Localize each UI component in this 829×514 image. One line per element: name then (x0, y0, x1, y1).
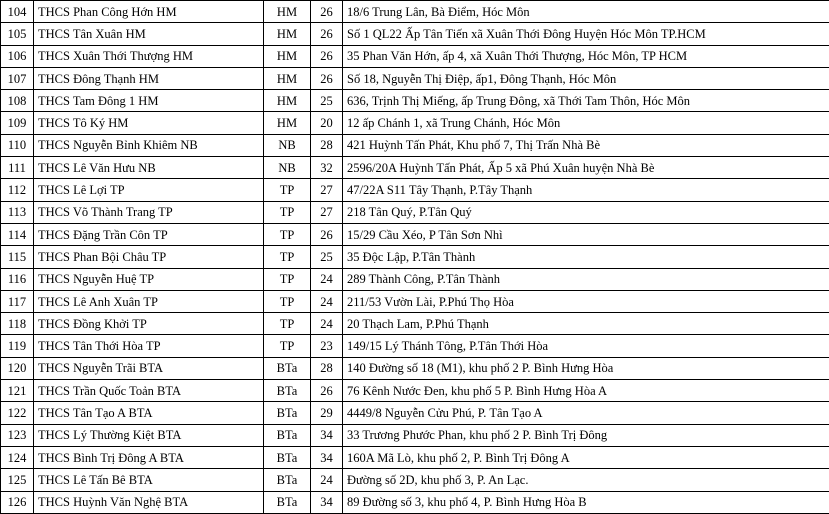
class-count-cell: 27 (311, 201, 343, 223)
class-count-cell: 32 (311, 157, 343, 179)
school-name-cell: THCS Lê Lợi TP (34, 179, 264, 201)
class-count-cell: 26 (311, 223, 343, 245)
address-cell: 12 ấp Chánh 1, xã Trung Chánh, Hóc Môn (343, 112, 829, 134)
district-code-cell: TP (264, 313, 311, 335)
district-code-cell: TP (264, 179, 311, 201)
school-name-cell: THCS Phan Công Hớn HM (34, 1, 264, 23)
class-count-cell: 20 (311, 112, 343, 134)
address-cell: 140 Đường số 18 (M1), khu phố 2 P. Bình Hưng Hòa (343, 357, 829, 379)
row-number-cell: 122 (1, 402, 34, 424)
class-count-cell: 23 (311, 335, 343, 357)
row-number-cell: 121 (1, 380, 34, 402)
table-row (1, 290, 829, 312)
row-number-cell: 104 (1, 1, 34, 23)
table-row (1, 402, 829, 424)
school-name-cell: THCS Đông Thạnh HM (34, 67, 264, 89)
row-number-cell: 126 (1, 491, 34, 513)
table-row (1, 491, 829, 513)
class-count-cell: 25 (311, 90, 343, 112)
class-count-cell: 24 (311, 469, 343, 491)
row-number-cell: 105 (1, 23, 34, 45)
table-row (1, 157, 829, 179)
address-cell: Số 18, Nguyễn Thị Điệp, ấp1, Đông Thạnh, Hóc Môn (343, 67, 829, 89)
district-code-cell: BTa (264, 446, 311, 468)
table-row (1, 357, 829, 379)
school-name-cell: THCS Tân Tạo A BTA (34, 402, 264, 424)
district-code-cell: TP (264, 223, 311, 245)
school-name-cell: THCS Lê Anh Xuân TP (34, 290, 264, 312)
row-number-cell: 125 (1, 469, 34, 491)
row-number-cell: 118 (1, 313, 34, 335)
row-number-cell: 106 (1, 45, 34, 67)
school-name-cell: THCS Xuân Thới Thượng HM (34, 45, 264, 67)
address-cell: 218 Tân Quý, P.Tân Quý (343, 201, 829, 223)
class-count-cell: 25 (311, 246, 343, 268)
table-row (1, 469, 829, 491)
district-code-cell: HM (264, 67, 311, 89)
table-row (1, 134, 829, 156)
school-name-cell: THCS Đồng Khởi TP (34, 313, 264, 335)
school-table-body (1, 1, 829, 514)
school-name-cell: THCS Đặng Trần Côn TP (34, 223, 264, 245)
table-row (1, 90, 829, 112)
class-count-cell: 26 (311, 23, 343, 45)
district-code-cell: BTa (264, 469, 311, 491)
address-cell: 636, Trịnh Thị Miếng, ấp Trung Đông, xã Thới Tam Thôn, Hóc Môn (343, 90, 829, 112)
district-code-cell: BTa (264, 380, 311, 402)
table-row (1, 23, 829, 45)
district-code-cell: BTa (264, 357, 311, 379)
address-cell: Đường số 2D, khu phố 3, P. An Lạc. (343, 469, 829, 491)
row-number-cell: 117 (1, 290, 34, 312)
district-code-cell: HM (264, 23, 311, 45)
address-cell: 2596/20A Huỳnh Tấn Phát, Ấp 5 xã Phú Xuân huyện Nhà Bè (343, 157, 829, 179)
address-cell: 33 Trương Phước Phan, khu phố 2 P. Bình Trị Đông (343, 424, 829, 446)
class-count-cell: 24 (311, 268, 343, 290)
class-count-cell: 27 (311, 179, 343, 201)
address-cell: 211/53 Vườn Lài, P.Phú Thọ Hòa (343, 290, 829, 312)
school-name-cell: THCS Lê Văn Hưu NB (34, 157, 264, 179)
class-count-cell: 34 (311, 491, 343, 513)
class-count-cell: 28 (311, 357, 343, 379)
class-count-cell: 29 (311, 402, 343, 424)
row-number-cell: 119 (1, 335, 34, 357)
row-number-cell: 111 (1, 157, 34, 179)
school-name-cell: THCS Võ Thành Trang TP (34, 201, 264, 223)
school-name-cell: THCS Huỳnh Văn Nghệ BTA (34, 491, 264, 513)
district-code-cell: BTa (264, 424, 311, 446)
address-cell: 421 Huỳnh Tấn Phát, Khu phố 7, Thị Trấn Nhà Bè (343, 134, 829, 156)
address-cell: 35 Độc Lập, P.Tân Thành (343, 246, 829, 268)
school-name-cell: THCS Tân Xuân HM (34, 23, 264, 45)
school-name-cell: THCS Bình Trị Đông A BTA (34, 446, 264, 468)
district-code-cell: HM (264, 90, 311, 112)
district-code-cell: HM (264, 45, 311, 67)
class-count-cell: 24 (311, 290, 343, 312)
address-cell: 47/22A S11 Tây Thạnh, P.Tây Thạnh (343, 179, 829, 201)
school-name-cell: THCS Tân Thới Hòa TP (34, 335, 264, 357)
school-name-cell: THCS Nguyễn Bỉnh Khiêm NB (34, 134, 264, 156)
district-code-cell: TP (264, 290, 311, 312)
row-number-cell: 108 (1, 90, 34, 112)
address-cell: 76 Kênh Nước Đen, khu phố 5 P. Bình Hưng Hòa A (343, 380, 829, 402)
class-count-cell: 26 (311, 67, 343, 89)
address-cell: 20 Thạch Lam, P.Phú Thạnh (343, 313, 829, 335)
district-code-cell: HM (264, 1, 311, 23)
class-count-cell: 28 (311, 134, 343, 156)
district-code-cell: TP (264, 201, 311, 223)
table-row (1, 179, 829, 201)
table-row (1, 268, 829, 290)
school-name-cell: THCS Nguyễn Trãi BTA (34, 357, 264, 379)
table-row (1, 45, 829, 67)
address-cell: 160A Mã Lò, khu phố 2, P. Bình Trị Đông A (343, 446, 829, 468)
district-code-cell: TP (264, 268, 311, 290)
row-number-cell: 116 (1, 268, 34, 290)
address-cell: 18/6 Trung Lân, Bà Điểm, Hóc Môn (343, 1, 829, 23)
table-row (1, 67, 829, 89)
district-code-cell: TP (264, 246, 311, 268)
class-count-cell: 26 (311, 380, 343, 402)
row-number-cell: 115 (1, 246, 34, 268)
district-code-cell: NB (264, 134, 311, 156)
class-count-cell: 34 (311, 424, 343, 446)
address-cell: 35 Phan Văn Hớn, ấp 4, xã Xuân Thới Thượng, Hóc Môn, TP HCM (343, 45, 829, 67)
table-row (1, 1, 829, 23)
row-number-cell: 120 (1, 357, 34, 379)
table-row (1, 424, 829, 446)
table-row (1, 246, 829, 268)
school-name-cell: THCS Tô Ký HM (34, 112, 264, 134)
address-cell: 149/15 Lý Thánh Tông, P.Tân Thới Hòa (343, 335, 829, 357)
row-number-cell: 114 (1, 223, 34, 245)
school-name-cell: THCS Phan Bội Châu TP (34, 246, 264, 268)
table-row (1, 380, 829, 402)
school-name-cell: THCS Trần Quốc Toản BTA (34, 380, 264, 402)
school-name-cell: THCS Tam Đông 1 HM (34, 90, 264, 112)
row-number-cell: 113 (1, 201, 34, 223)
address-cell: 4449/8 Nguyễn Cửu Phú, P. Tân Tạo A (343, 402, 829, 424)
row-number-cell: 110 (1, 134, 34, 156)
address-cell: Số 1 QL22 Ấp Tân Tiến xã Xuân Thới Đông Huyện Hóc Môn TP.HCM (343, 23, 829, 45)
district-code-cell: TP (264, 335, 311, 357)
table-row (1, 313, 829, 335)
row-number-cell: 107 (1, 67, 34, 89)
school-name-cell: THCS Lý Thường Kiệt BTA (34, 424, 264, 446)
row-number-cell: 109 (1, 112, 34, 134)
address-cell: 15/29 Cầu Xéo, P Tân Sơn Nhì (343, 223, 829, 245)
district-code-cell: BTa (264, 491, 311, 513)
class-count-cell: 24 (311, 313, 343, 335)
class-count-cell: 34 (311, 446, 343, 468)
table-row (1, 335, 829, 357)
row-number-cell: 124 (1, 446, 34, 468)
table-row (1, 201, 829, 223)
class-count-cell: 26 (311, 45, 343, 67)
school-name-cell: THCS Lê Tấn Bê BTA (34, 469, 264, 491)
table-row (1, 112, 829, 134)
row-number-cell: 123 (1, 424, 34, 446)
district-code-cell: NB (264, 157, 311, 179)
row-number-cell: 112 (1, 179, 34, 201)
address-cell: 89 Đường số 3, khu phố 4, P. Bình Hưng Hòa B (343, 491, 829, 513)
school-name-cell: THCS Nguyễn Huệ TP (34, 268, 264, 290)
table-row (1, 223, 829, 245)
district-code-cell: BTa (264, 402, 311, 424)
table-row (1, 446, 829, 468)
district-code-cell: HM (264, 112, 311, 134)
address-cell: 289 Thành Công, P.Tân Thành (343, 268, 829, 290)
class-count-cell: 26 (311, 1, 343, 23)
